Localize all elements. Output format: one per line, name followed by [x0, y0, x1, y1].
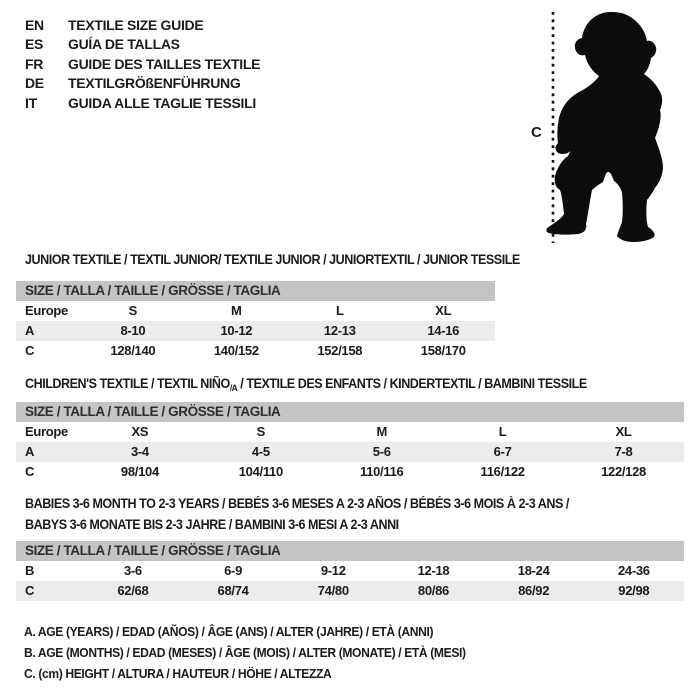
title-subscript: /A: [229, 383, 238, 393]
table-cell: 12-13: [323, 323, 356, 338]
row-label: Europe: [25, 424, 68, 439]
table-row-europe: [16, 301, 495, 321]
table-cell: 4-5: [251, 444, 270, 459]
table-header-size: SIZE / TALLA / TAILLE / GRÖSSE / TAGLIA: [16, 281, 495, 301]
measurement-legend: [24, 621, 466, 684]
table-cell: 3-6: [123, 563, 142, 578]
table-row-europe: [16, 422, 684, 442]
table-cell: 80/86: [417, 583, 449, 598]
table-cell: XL: [615, 424, 632, 439]
table-cell: L: [335, 303, 344, 318]
table-cell: 24-36: [617, 563, 650, 578]
row-label: C: [25, 343, 35, 358]
table-cell: 68/74: [217, 583, 249, 598]
language-code: FR: [25, 55, 44, 72]
table-row-age-months: [16, 561, 684, 581]
table-cell: 86/92: [518, 583, 550, 598]
language-code: ES: [25, 36, 44, 53]
table-cell: 10-12: [220, 323, 253, 338]
table-cell: 140/152: [213, 343, 259, 358]
table-cell: 5-6: [372, 444, 391, 459]
table-cell: 92/98: [618, 583, 650, 598]
table-row-height-cm: [16, 462, 684, 482]
language-list: [25, 15, 260, 113]
table-cell: L: [498, 424, 507, 439]
table-cell: 62/68: [117, 583, 149, 598]
table-row-age-years: [16, 321, 495, 341]
table-cell: M: [376, 424, 387, 439]
toddler-silhouette-icon: [525, 4, 695, 252]
row-label: C: [25, 464, 35, 479]
title-line-1: BABIES 3-6 MONTH TO 2-3 YEARS / BEBÉS 3-6 MESES A 2-3 AÑOS / BÉBÉS 3-6 MOIS À 2-3 ANS /: [25, 496, 569, 511]
language-label: GUIDE DES TAILLES TEXTILE: [68, 55, 261, 72]
size-table-babies: [16, 541, 684, 601]
table-cell: 152/158: [317, 343, 363, 358]
language-row-de: [25, 74, 260, 94]
language-label: TEXTILE SIZE GUIDE: [68, 16, 204, 33]
table-cell: XS: [131, 424, 149, 439]
row-label: A: [25, 323, 35, 338]
language-row-en: [25, 15, 260, 35]
legend-line-b: B. AGE (MONTHS) / EDAD (MESES) / ÂGE (MOIS) / ALTER (MONATE) / ETÀ (MESI): [24, 645, 466, 660]
table-row-height-cm: [16, 341, 495, 361]
title-text: / TEXTILE DES ENFANTS / KINDERTEXTIL / BAMBINI TESSILE: [237, 376, 587, 391]
row-label: Europe: [25, 303, 68, 318]
table-cell: 3-4: [130, 444, 149, 459]
table-cell: 6-7: [493, 444, 512, 459]
table-cell: 74/80: [317, 583, 349, 598]
row-label: A: [25, 444, 35, 459]
table-cell: 9-12: [320, 563, 346, 578]
table-cell: S: [128, 303, 138, 318]
table-row-height-cm: [16, 581, 684, 601]
legend-line-a: A. AGE (YEARS) / EDAD (AÑOS) / ÂGE (ANS) / ALTER (JAHRE) / ETÀ (ANNI): [24, 624, 434, 639]
legend-line-c: C. (cm) HEIGHT / ALTURA / HAUTEUR / HÖHE / ALTEZZA: [24, 666, 332, 681]
table-header-size: SIZE / TALLA / TAILLE / GRÖSSE / TAGLIA: [16, 541, 684, 561]
row-label: B: [25, 563, 35, 578]
language-label: TEXTILGRÖßENFÜHRUNG: [68, 75, 241, 92]
table-cell: 110/116: [359, 464, 404, 479]
language-label: GUIDA ALLE TAGLIE TESSILI: [68, 94, 256, 111]
table-cell: 128/140: [110, 343, 156, 358]
title-text: CHILDREN'S TEXTILE / TEXTIL NIÑO: [25, 376, 230, 391]
table-cell: 12-18: [417, 563, 450, 578]
table-header-size: SIZE / TALLA / TAILLE / GRÖSSE / TAGLIA: [16, 402, 684, 422]
row-label: C: [25, 583, 35, 598]
toddler-body-shape: [546, 12, 663, 242]
language-code: IT: [25, 94, 37, 111]
language-row-it: [25, 93, 260, 113]
table-cell: 104/110: [238, 464, 283, 479]
language-code: EN: [25, 16, 44, 33]
size-table-children: [16, 402, 684, 482]
section-title-junior: JUNIOR TEXTILE / TEXTIL JUNIOR/ TEXTILE JUNIOR / JUNIORTEXTIL / JUNIOR TESSILE: [25, 252, 520, 267]
table-cell: M: [231, 303, 242, 318]
language-code: DE: [25, 75, 44, 92]
size-table-junior: [16, 281, 495, 361]
table-cell: 6-9: [224, 563, 243, 578]
table-cell: 122/128: [601, 464, 646, 479]
table-cell: 116/122: [480, 464, 525, 479]
table-cell: 158/170: [420, 343, 466, 358]
table-cell: 14-16: [427, 323, 460, 338]
language-row-fr: [25, 54, 260, 74]
table-cell: 18-24: [517, 563, 550, 578]
language-row-es: [25, 35, 260, 55]
table-cell: 8-10: [120, 323, 146, 338]
height-measure-label: C: [531, 124, 542, 141]
table-cell: 98/104: [120, 464, 159, 479]
section-title-babies: [25, 493, 569, 535]
table-cell: S: [256, 424, 265, 439]
section-title-children: [25, 376, 587, 393]
language-label: GUÍA DE TALLAS: [68, 36, 180, 53]
title-line-2: BABYS 3-6 MONATE BIS 2-3 JAHRE / BAMBINI 3-6 MESI A 2-3 ANNI: [25, 517, 399, 532]
table-row-age-years: [16, 442, 684, 462]
table-cell: 7-8: [614, 444, 633, 459]
table-cell: XL: [435, 303, 452, 318]
